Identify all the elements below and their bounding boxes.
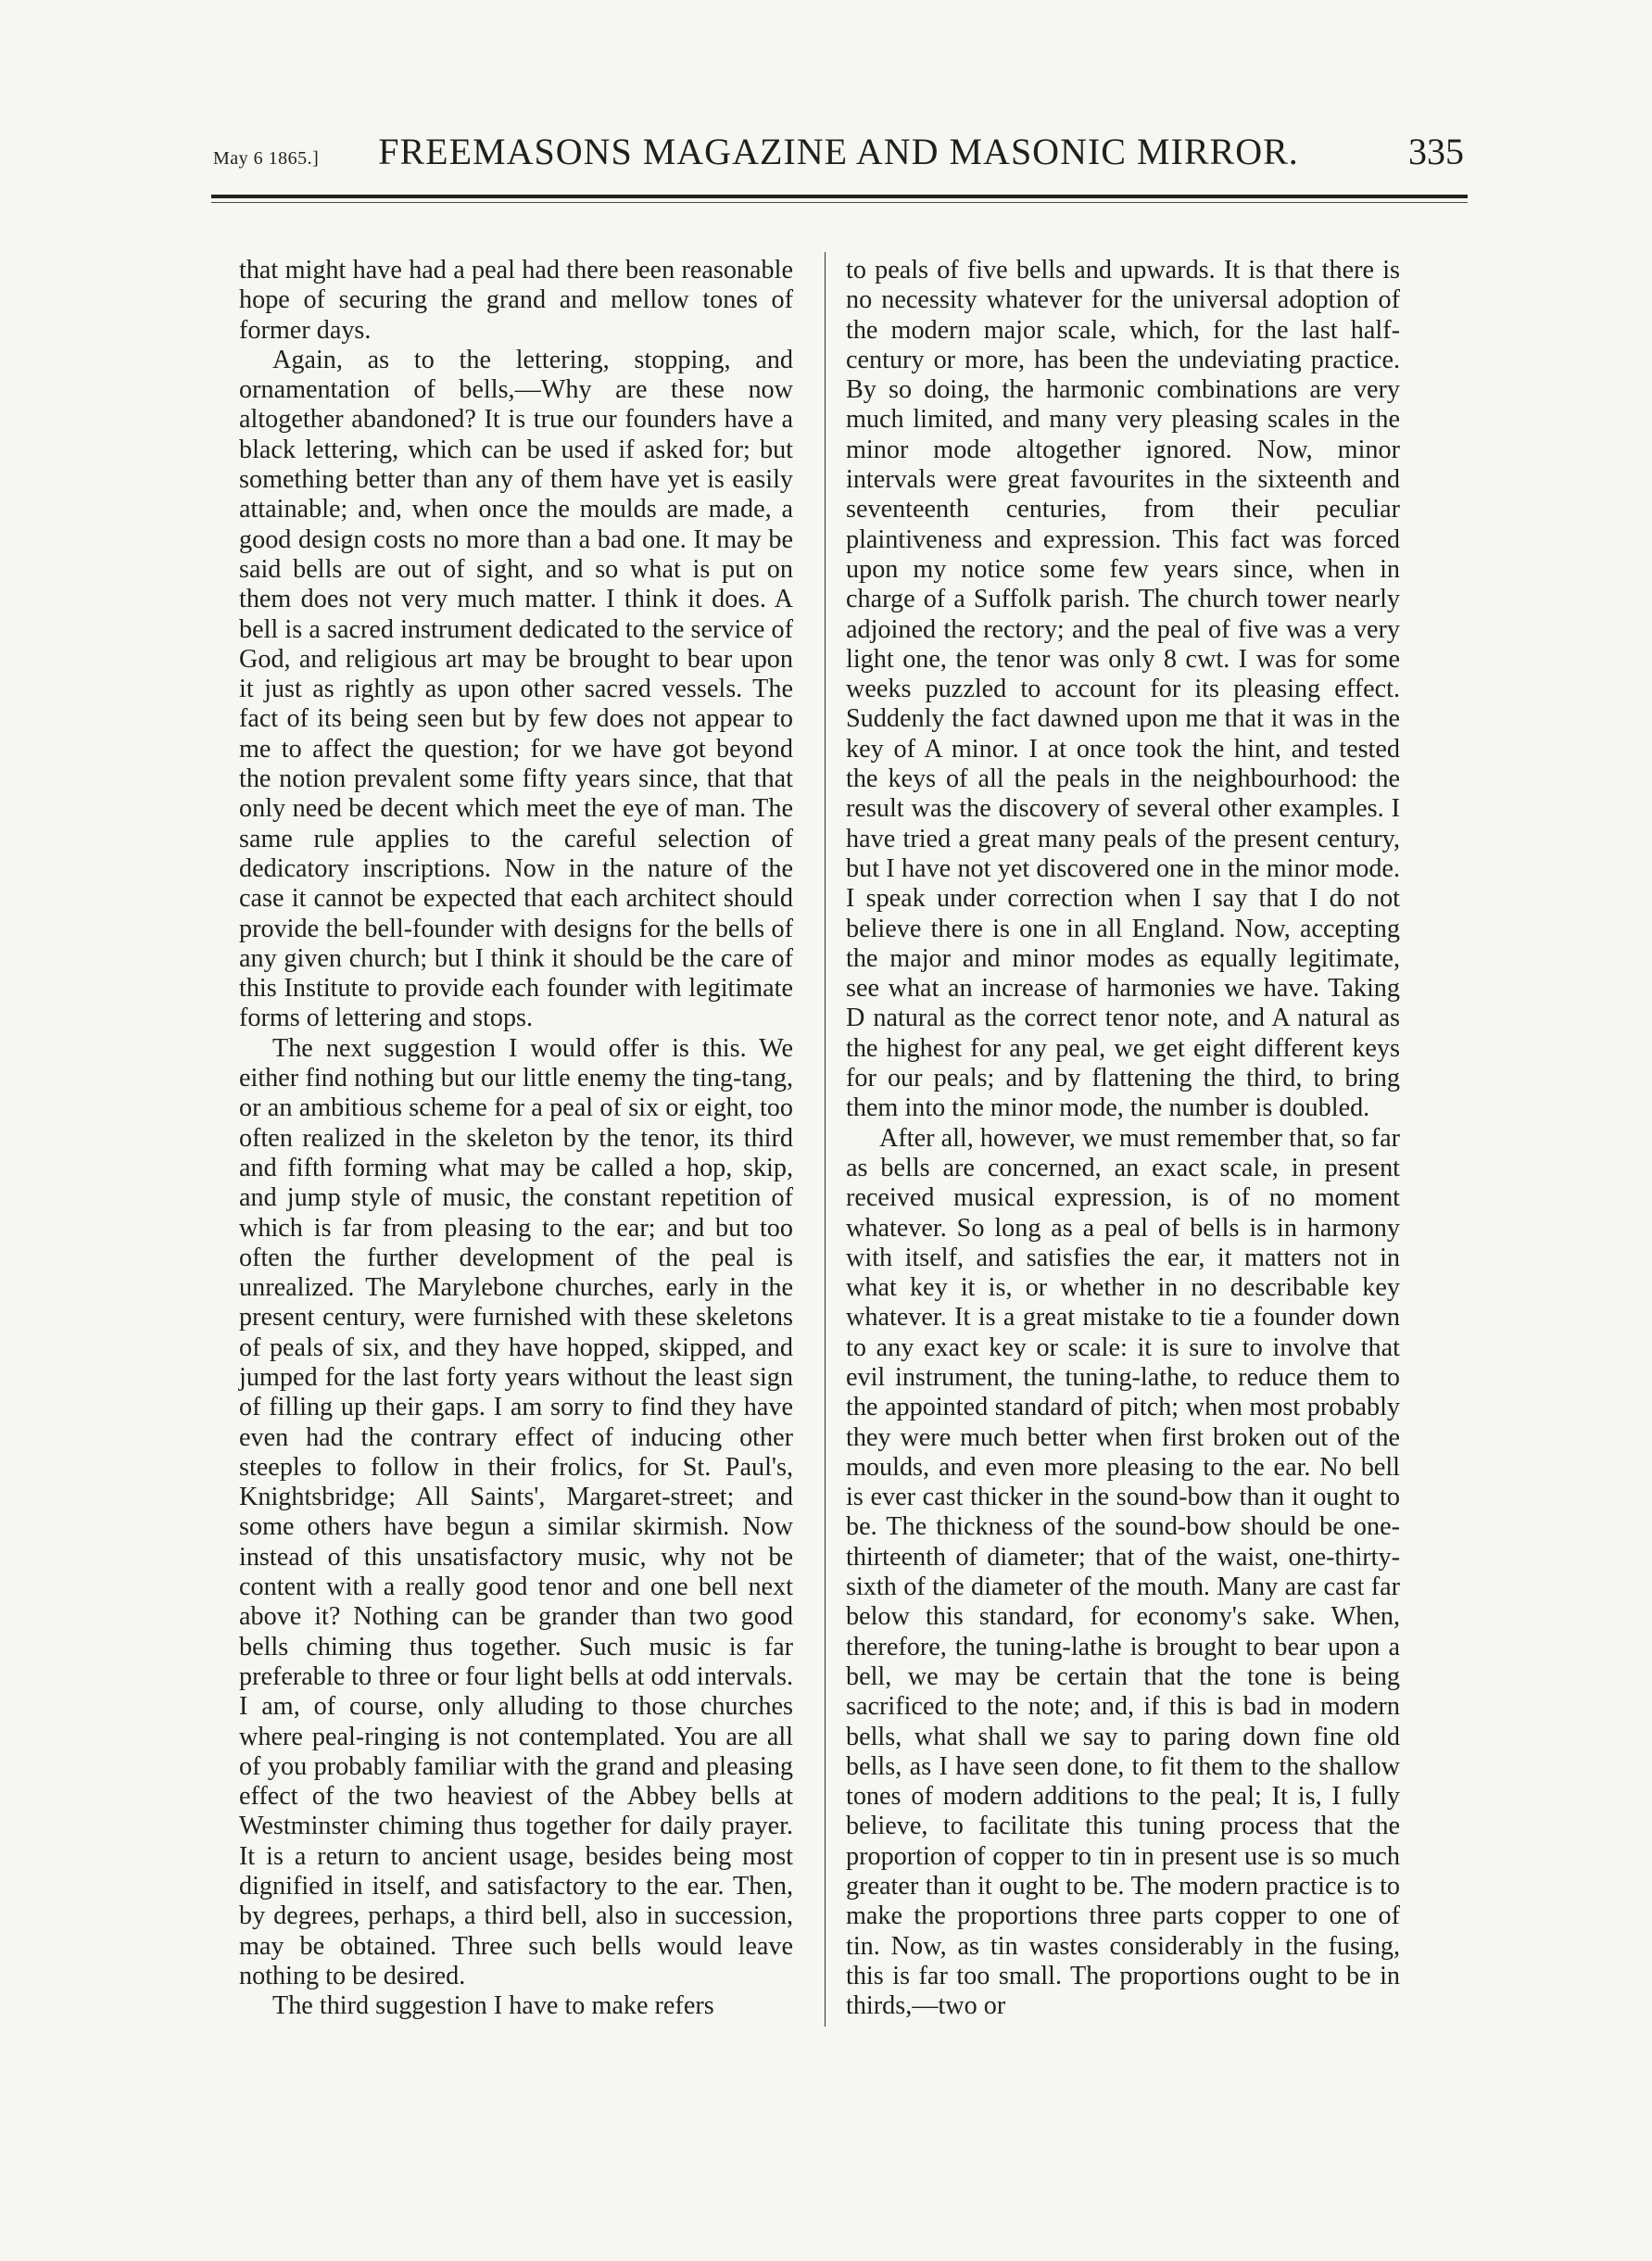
- header-rule: [211, 195, 1468, 198]
- column-divider: [825, 252, 826, 2027]
- page-number: 335: [1408, 131, 1464, 172]
- issue-date: May 6 1865.]: [213, 148, 320, 169]
- magazine-title: FREEMASONS MAGAZINE AND MASONIC MIRROR.: [378, 131, 1299, 172]
- left-column: [239, 256, 793, 2022]
- paragraph: Again, as to the lettering, stopping, and ornamentation of bells,—Why are these now altogether abandoned? It is true our founders have a black lettering, which can be used if asked for; but something better than any of them have yet is easily attainable; and, when once the moulds are made, a good design costs no more than a bad one. It may be said bells are out of sight, and so what is put on them does not very much matter. I think it does. A bell is a sacred instrument dedicated to the service of God, and religious art may be brought to bear upon it just as rightly as upon other sacred vessels. The fact of its being seen but by few does not appear to me to affect the question; for we have got beyond the notion prevalent some fifty years since, that that only need be decent which meet the eye of man. The same rule applies to the careful selection of dedicatory inscriptions. Now in the nature of the case it cannot be expected that each architect should provide the bell-founder with designs for the bells of any given church; but I think it should be the care of this Institute to provide each founder with legitimate forms of lettering and stops.: [239, 345, 793, 1033]
- right-column: [846, 256, 1400, 2022]
- header-rule-thin: [211, 202, 1468, 203]
- paragraph: After all, however, we must remember that, so far as bells are concerned, an exact scale, in present received musical expression, is of no moment whatever. So long as a peal of bells is in harmony with itself, and satisfies the ear, it matters not in what key it is, or whether in no describable key whatever. It is a great mistake to tie a founder down to any exact key or scale: it is sure to involve that evil instrument, the tuning-lathe, to reduce them to the appointed standard of pitch; when most probably they were much better when first broken out of the moulds, and even more pleasing to the ear. No bell is ever cast thicker in the sound-bow than it ought to be. The thickness of the sound-bow should be one-thirteenth of diameter; that of the waist, one-thirty-sixth of the diameter of the mouth. Many are cast far below this standard, for economy's sake. When, therefore, the tuning-lathe is brought to bear upon a bell, we may be certain that the tone is being sacrificed to the note; and, if this is bad in modern bells, what shall we say to paring down fine old bells, as I have seen done, to fit them to the shallow tones of modern additions to the peal; It is, I fully believe, to facilitate this tuning process that the proportion of copper to tin in present use is so much greater than it ought to be. The modern practice is to make the proportions three parts copper to one of tin. Now, as tin wastes considerably in the fusing, this is far too small. The proportions ought to be in thirds,—two or: [846, 1123, 1400, 2021]
- paragraph: to peals of five bells and upwards. It is that there is no necessity whatever for the universal adoption of the modern major scale, which, for the last half-century or more, has been the undeviating practice. By so doing, the harmonic combinations are very much limited, and many very pleasing scales in the minor mode altogether ignored. Now, minor intervals were great favourites in the sixteenth and seventeenth centuries, from their peculiar plaintiveness and expression. This fact was forced upon my notice some few years since, when in charge of a Suffolk parish. The church tower nearly adjoined the rectory; and the peal of five was a very light one, the tenor was only 8 cwt. I was for some weeks puzzled to account for its pleasing effect. Suddenly the fact dawned upon me that it was in the key of A minor. I at once took the hint, and tested the keys of all the peals in the neighbourhood: the result was the discovery of several other examples. I have tried a great many peals of the present century, but I have not yet discovered one in the minor mode. I speak under correction when I say that I do not believe there is one in all England. Now, accepting the major and minor modes as equally legitimate, see what an increase of harmonies we have. Taking D natural as the correct tenor note, and A natural as the highest for any peal, we get eight different keys for our peals; and by flattening the third, to bring them into the minor mode, the number is doubled.: [846, 256, 1400, 1123]
- paragraph: The third suggestion I have to make refers: [272, 1991, 714, 2021]
- page-header: [213, 130, 1464, 185]
- paragraph: that might have had a peal had there been reasonable hope of securing the grand and mellow tones of former days.: [239, 256, 793, 345]
- paragraph: The next suggestion I would offer is this. We either find nothing but our little enemy the ting-tang, or an ambitious scheme for a peal of six or eight, too often realized in the skeleton by the tenor, its third and fifth forming what may be called a hop, skip, and jump style of music, the constant repetition of which is far from pleasing to the ear; and but too often the further development of the peal is unrealized. The Marylebone churches, early in the present century, were furnished with these skeletons of peals of six, and they have hopped, skipped, and jumped for the last forty years without the least sign of filling up their gaps. I am sorry to find they have even had the contrary effect of inducing other steeples to follow in their frolics, for St. Paul's, Knightsbridge; All Saints', Margaret-street; and some others have begun a similar skirmish. Now instead of this unsatisfactory music, why not be content with a really good tenor and one bell next above it? Nothing can be grander than two good bells chiming thus together. Such music is far preferable to three or four light bells at odd intervals. I am, of course, only alluding to those churches where peal-ringing is not contemplated. You are all of you probably familiar with the grand and pleasing effect of the two heaviest of the Abbey bells at Westminster chiming thus together for daily prayer. It is a return to ancient usage, besides being most dignified in itself, and satisfactory to the ear. Then, by degrees, perhaps, a third bell, also in succession, may be obtained. Three such bells would leave nothing to be desired.: [239, 1033, 793, 1990]
